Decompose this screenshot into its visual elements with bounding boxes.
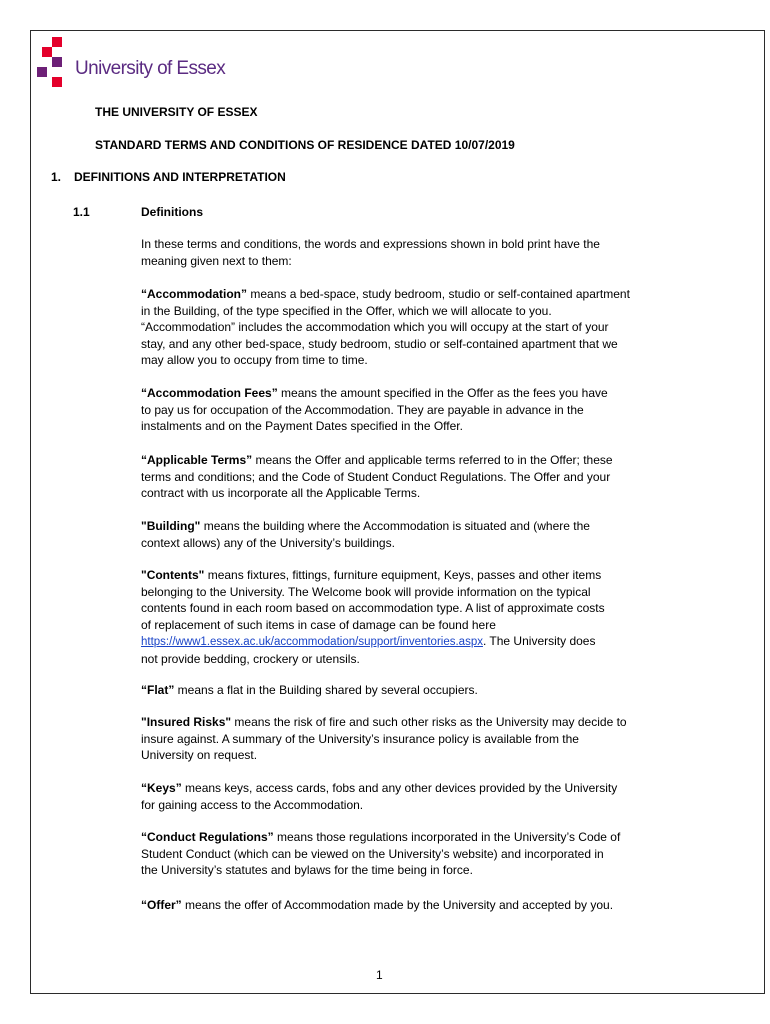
institution-heading: THE UNIVERSITY OF ESSEX	[95, 105, 258, 119]
intro-paragraph: In these terms and conditions, the words and expressions shown in bold print have the meaning given next to them:	[141, 237, 600, 268]
definition-building: "Building" means the building where the Accommodation is situated and (where the context allows) any of the University’s buildings.	[141, 519, 590, 550]
definition-offer: “Offer” means the offer of Accommodation made by the University and accepted by you.	[141, 898, 614, 912]
definition-applicable-terms: “Applicable Terms” means the Offer and applicable terms referred to in the Offer; these terms and conditions; and the Code of Student Conduct Regulations. The Offer and your contract with us incorporate all the Applicable Terms.	[141, 453, 613, 500]
term-contents: "Contents"	[141, 568, 205, 582]
term-applicable-terms: “Applicable Terms”	[141, 453, 253, 467]
logo-wordmark: University of Essex	[75, 58, 226, 79]
logo-square-1	[52, 37, 62, 47]
document-title: STANDARD TERMS AND CONDITIONS OF RESIDENCE DATED 10/07/2019	[95, 138, 515, 152]
logo-square-4	[37, 67, 47, 77]
term-building: "Building"	[141, 519, 201, 533]
subsection-title: Definitions	[141, 205, 203, 219]
logo-square-3	[52, 57, 62, 67]
subsection-number: 1.1	[73, 205, 90, 219]
definition-contents: "Contents" means fixtures, fittings, furniture equipment, Keys, passes and other items belonging to the University. The Welcome book will provide information on the typical contents found in each room based on accommodation type. A list of approximate costs of replacement of such items in case of damage can be found here https://www1.essex.ac.uk/accommodation/support/inventories.aspx. The University does not provide bedding, crockery or utensils.	[141, 568, 605, 666]
definition-insured-risks: "Insured Risks" means the risk of fire and such other risks as the University may decide to insure against. A summary of the University’s insurance policy is available from the University on request.	[141, 715, 627, 762]
definition-keys: “Keys” means keys, access cards, fobs and any other devices provided by the University for gaining access to the Accommodation.	[141, 781, 618, 812]
term-flat: “Flat”	[141, 683, 175, 697]
section-title: DEFINITIONS AND INTERPRETATION	[74, 170, 286, 184]
term-offer: “Offer”	[141, 898, 182, 912]
definition-flat: “Flat” means a flat in the Building shared by several occupiers.	[141, 683, 478, 697]
term-accommodation: “Accommodation”	[141, 287, 248, 301]
term-insured-risks: "Insured Risks"	[141, 715, 232, 729]
logo-square-5	[52, 77, 62, 87]
logo-square-2	[42, 47, 52, 57]
definition-accommodation-fees: “Accommodation Fees” means the amount specified in the Offer as the fees you have to pay us for occupation of the Accommodation. They are payable in advance in the instalments and on the Payment Dates specified in the Offer.	[141, 386, 608, 433]
page-number: 1	[376, 968, 383, 982]
term-keys: “Keys”	[141, 781, 182, 795]
term-conduct-regulations: “Conduct Regulations”	[141, 830, 274, 844]
section-number: 1.	[51, 170, 62, 184]
inventories-link[interactable]: https://www1.essex.ac.uk/accommodation/support/inventories.aspx	[141, 636, 483, 648]
term-accommodation-fees: “Accommodation Fees”	[141, 386, 278, 400]
definition-conduct-regulations: “Conduct Regulations” means those regulations incorporated in the University’s Code of Student Conduct (which can be viewed on the University’s website) and incorporated in the University’s statutes and bylaws for the time being in force.	[141, 830, 621, 877]
definition-accommodation: “Accommodation” means a bed-space, study bedroom, studio or self-contained apartment in the Building, of the type specified in the Offer, which we will allocate to you. “Accommodation” includes the accommodation which you will occupy at the start of your stay, and any other bed-space, study bedroom, studio or self-contained apartment that we may allow you to occupy from time to time.	[141, 287, 630, 367]
